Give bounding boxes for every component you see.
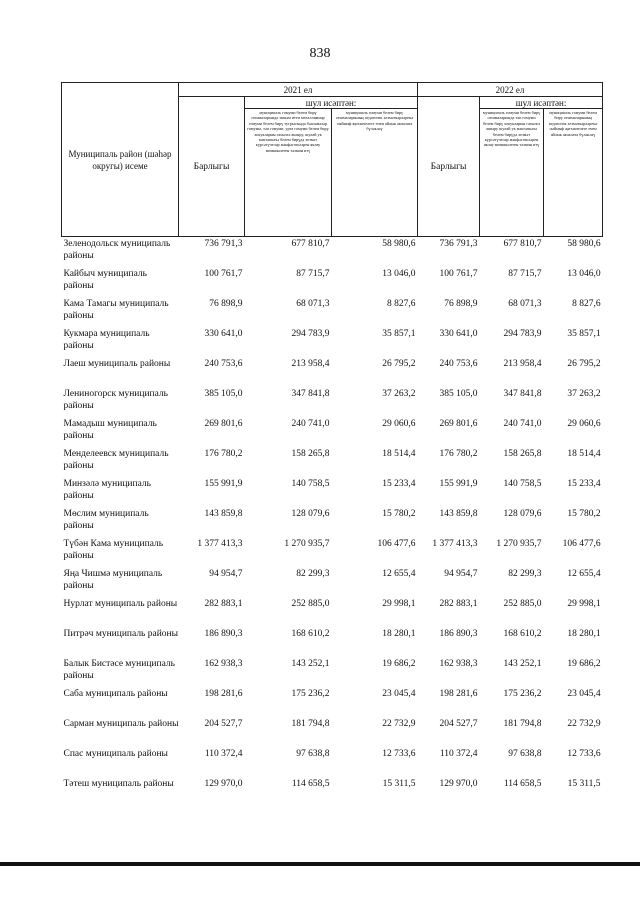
value-cell: 8 827,6 [572,299,601,309]
value-cell: 37 263,2 [567,389,601,399]
value-cell: 347 841,8 [503,389,542,399]
value-cell: 294 783,9 [291,329,330,339]
value-cell: 282 883,1 [204,599,243,609]
value-cell: 110 372,4 [439,749,478,759]
note-b-2021: муниципаль гомуми белем бирү оешмаларының педагогик хезмәткәрләренә сыйныф җитәкчелеге өчен айлык акчалата бүләкләү [332,109,418,237]
value-cell: 129 970,0 [204,779,243,789]
value-cell: 168 610,2 [503,629,542,639]
value-cell: 15 311,5 [567,779,601,789]
table-row [62,538,603,568]
value-cell: 97 638,8 [508,749,542,759]
value-cell: 162 938,3 [204,659,243,669]
total-header-2022: Барлыгы [418,97,480,237]
value-cell: 213 958,4 [503,359,542,369]
value-cell: 1 270 935,7 [284,539,330,549]
total-header-2021: Барлыгы [179,97,245,237]
municipality-name: Питрәч муниципаль районы [63,629,179,639]
value-cell: 87 715,7 [508,269,542,279]
value-cell: 19 686,2 [382,659,416,669]
municipality-name: Яңа Чишмә муниципаль районы [63,569,163,591]
value-cell: 240 753,6 [204,359,243,369]
table-row [62,298,603,328]
value-cell: 18 280,1 [567,629,601,639]
value-cell: 76 898,9 [444,299,478,309]
table-row [62,358,603,388]
value-cell: 18 514,4 [567,449,601,459]
value-cell: 19 686,2 [567,659,601,669]
value-cell: 128 079,6 [503,509,542,519]
value-cell: 1 377 413,3 [432,539,478,549]
value-cell: 35 857,1 [567,329,601,339]
value-cell: 106 477,6 [377,539,416,549]
table-row [62,628,603,658]
municipality-name: Кукмара муниципаль районы [63,329,150,351]
value-cell: 82 299,3 [296,569,330,579]
value-cell: 162 938,3 [439,659,478,669]
value-cell: 677 810,7 [291,239,330,249]
value-cell: 37 263,2 [382,389,416,399]
value-cell: 35 857,1 [382,329,416,339]
municipality-name: Менделеевск муниципаль районы [63,449,169,471]
value-cell: 76 898,9 [209,299,243,309]
value-cell: 198 281,6 [439,689,478,699]
value-cell: 94 954,7 [209,569,243,579]
value-cell: 29 060,6 [567,419,601,429]
value-cell: 158 265,8 [503,449,542,459]
value-cell: 168 610,2 [291,629,330,639]
year-2021-header: 2021 ел [179,83,418,97]
value-cell: 736 791,3 [204,239,243,249]
value-cell: 186 890,3 [204,629,243,639]
value-cell: 87 715,7 [296,269,330,279]
value-cell: 330 641,0 [439,329,478,339]
table-row [62,328,603,358]
municipality-name: Лаеш муниципаль районы [63,359,171,369]
value-cell: 110 372,4 [204,749,243,759]
value-cell: 114 658,5 [503,779,542,789]
value-cell: 140 758,5 [503,479,542,489]
table-row [62,658,603,688]
municipality-name: Балык Бистәсе муниципаль районы [63,659,175,681]
value-cell: 385 105,0 [204,389,243,399]
value-cell: 181 794,8 [291,719,330,729]
value-cell: 114 658,5 [291,779,330,789]
note-a-2022: муниципаль гомуми белем бирү оешмаларында тәп гомуми белем бирү хокукларны гамәлгә ашыру шулай ук мәктәпкәчә белем бирүдә хезмәт күрсәтүчеләр мәнфәгатьләрен яклау мөмкинлеген тәэмин итү [480,109,544,237]
table-row [62,568,603,598]
value-cell: 176 780,2 [439,449,478,459]
municipality-name: Кама Тамагы муниципаль районы [63,299,169,321]
note-a-2021: муниципаль гомуми белем бирү оешмаларында эшкәм итеп мөгаллимнәр гомуми белем бирү тугрысында бәяләмәләр гомумы, тәп гомуми, урта гомуми белем бирү хокукларны гамәлгә ашыру, шулай ук мәктәпкәчә белем бирүдә хезмәт күрсәтүчеләр мәнфәгатьләрен яклау мөмкинлеген тәэмин итү [245,109,332,237]
value-cell: 15 780,2 [567,509,601,519]
value-cell: 175 236,2 [503,689,542,699]
value-cell: 94 954,7 [444,569,478,579]
table-row [62,748,603,778]
value-cell: 68 071,3 [296,299,330,309]
value-cell: 677 810,7 [503,239,542,249]
note-b-2022: муниципаль гомуми белем бирү оешмаларының педагогик хезмәткәрләренә сыйныф җитәкчелеге өчен айлык акчалата бүләкләү [544,109,603,237]
value-cell: 106 477,6 [562,539,601,549]
table-row [62,718,603,748]
value-cell: 12 655,4 [382,569,416,579]
municipality-name: Нурлат муниципаль районы [63,599,178,609]
including-header-2022: шул исәптән: [480,97,603,109]
table-body [62,237,603,809]
value-cell: 23 045,4 [382,689,416,699]
value-cell: 181 794,8 [503,719,542,729]
value-cell: 58 980,6 [382,239,416,249]
value-cell: 240 741,0 [503,419,542,429]
value-cell: 736 791,3 [439,239,478,249]
value-cell: 13 046,0 [567,269,601,279]
value-cell: 158 265,8 [291,449,330,459]
value-cell: 143 252,1 [291,659,330,669]
value-cell: 1 270 935,7 [496,539,542,549]
budget-table [61,82,603,808]
municipality-name: Минзәлә муниципаль районы [63,479,151,501]
table-row [62,778,603,808]
value-cell: 22 732,9 [567,719,601,729]
value-cell: 22 732,9 [382,719,416,729]
value-cell: 252 885,0 [503,599,542,609]
value-cell: 26 795,2 [567,359,601,369]
table-row [62,478,603,508]
municipality-name: Тәтеш муниципаль районы [63,779,174,789]
value-cell: 18 280,1 [382,629,416,639]
value-cell: 82 299,3 [508,569,542,579]
value-cell: 15 780,2 [382,509,416,519]
municipality-name: Спас муниципаль районы [63,749,168,759]
value-cell: 385 105,0 [439,389,478,399]
page-number: 838 [309,46,331,61]
municipality-column-header: Муниципаль район (шәһәр округы) исеме [62,83,179,237]
value-cell: 29 060,6 [382,419,416,429]
table-row [62,388,603,418]
value-cell: 68 071,3 [508,299,542,309]
table-row [62,268,603,298]
value-cell: 1 377 413,3 [197,539,243,549]
value-cell: 12 733,6 [567,749,601,759]
value-cell: 12 733,6 [382,749,416,759]
table-row [62,508,603,538]
municipality-name: Саба муниципаль районы [63,689,168,699]
value-cell: 175 236,2 [291,689,330,699]
value-cell: 330 641,0 [204,329,243,339]
value-cell: 204 527,7 [439,719,478,729]
value-cell: 29 998,1 [382,599,416,609]
municipality-name: Түбән Кама муниципаль районы [63,539,164,561]
value-cell: 252 885,0 [291,599,330,609]
value-cell: 143 859,8 [439,509,478,519]
table-row [62,688,603,718]
value-cell: 8 827,6 [387,299,416,309]
value-cell: 269 801,6 [204,419,243,429]
value-cell: 198 281,6 [204,689,243,699]
value-cell: 128 079,6 [291,509,330,519]
table-row [62,237,603,269]
value-cell: 97 638,8 [296,749,330,759]
page-bottom-border [0,862,640,866]
municipality-name: Зеленодольск муниципаль районы [63,239,171,261]
value-cell: 100 761,7 [204,269,243,279]
value-cell: 143 252,1 [503,659,542,669]
value-cell: 269 801,6 [439,419,478,429]
value-cell: 13 046,0 [382,269,416,279]
value-cell: 204 527,7 [204,719,243,729]
value-cell: 240 753,6 [439,359,478,369]
including-header-2021: шул исәптән: [245,97,418,109]
value-cell: 282 883,1 [439,599,478,609]
value-cell: 12 655,4 [567,569,601,579]
municipality-name: Мөслим муниципаль районы [63,509,149,531]
value-cell: 15 233,4 [382,479,416,489]
value-cell: 26 795,2 [382,359,416,369]
municipality-name: Сарман муниципаль районы [63,719,179,729]
table-row [62,598,603,628]
value-cell: 213 958,4 [291,359,330,369]
value-cell: 294 783,9 [503,329,542,339]
value-cell: 23 045,4 [567,689,601,699]
value-cell: 58 980,6 [567,239,601,249]
value-cell: 186 890,3 [439,629,478,639]
value-cell: 15 311,5 [382,779,416,789]
value-cell: 129 970,0 [439,779,478,789]
year-2022-header: 2022 ел [418,83,603,97]
municipality-name: Мамадыш муниципаль районы [63,419,157,441]
value-cell: 240 741,0 [291,419,330,429]
value-cell: 347 841,8 [291,389,330,399]
table-row [62,418,603,448]
value-cell: 100 761,7 [439,269,478,279]
value-cell: 15 233,4 [567,479,601,489]
value-cell: 29 998,1 [567,599,601,609]
value-cell: 155 991,9 [204,479,243,489]
table-row [62,448,603,478]
value-cell: 143 859,8 [204,509,243,519]
municipality-name: Лениногорск муниципаль районы [63,389,169,411]
municipality-name: Кайбыч муниципаль районы [63,269,147,291]
value-cell: 140 758,5 [291,479,330,489]
value-cell: 176 780,2 [204,449,243,459]
value-cell: 155 991,9 [439,479,478,489]
value-cell: 18 514,4 [382,449,416,459]
